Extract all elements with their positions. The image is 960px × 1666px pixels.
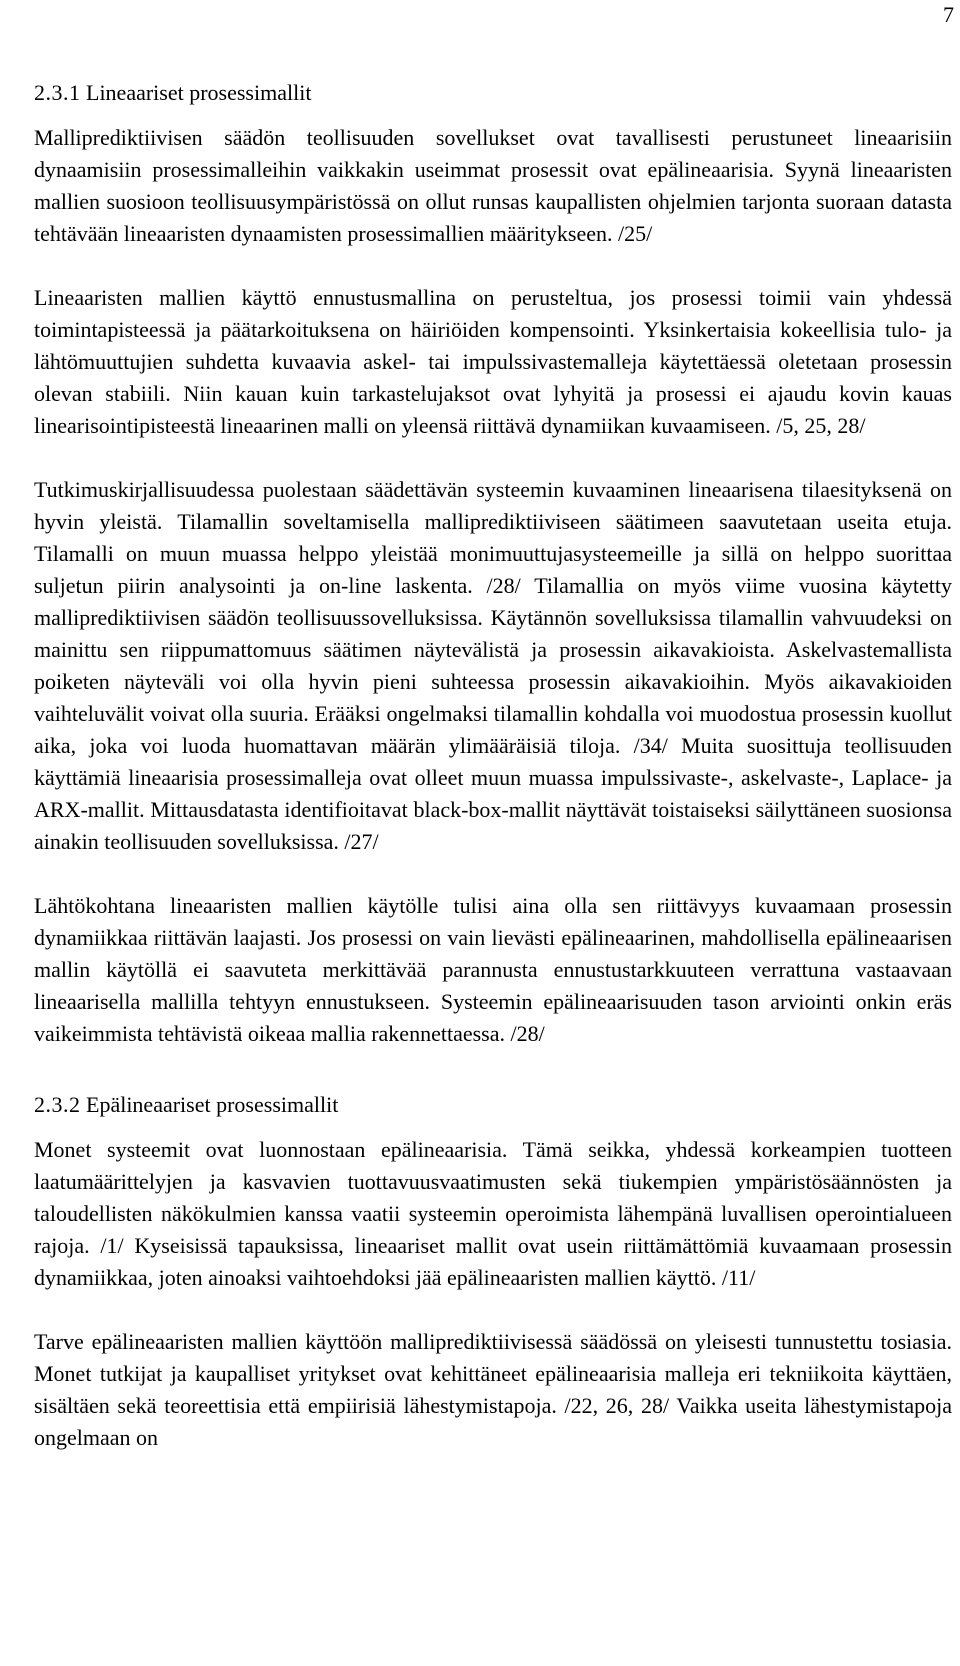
paragraph: Lineaaristen mallien käyttö ennustusmallina on perusteltua, jos prosessi toimii vain yhdessä toimintapisteessä ja päätarkoituksena on häiriöiden kompensointi. Yksinkertaisia kokeellisia tulo- ja lähtömuuttujien suhdetta kuvaavia askel- tai impulssivastemalleja käytettäessä oletetaan prosessin olevan stabiili. Niin kauan kuin tarkastelujaksot ovat lyhyitä ja prosessi ei ajaudu kovin kauas linearisointipisteestä lineaarinen malli on yleensä riittävä dynamiikan kuvaamiseen. /5, 25, 28/	[34, 285, 952, 438]
paragraph: Tutkimuskirjallisuudessa puolestaan säädettävän systeemin kuvaaminen lineaarisena tilaesityksenä on hyvin yleistä. Tilamallin soveltamisella malliprediktiiviseen säätimeen saavutetaan useita etuja. Tilamalli on muun muassa helppo yleistää monimuuttujasysteemeille ja sillä on helppo suorittaa suljetun piirin analysointi ja on-line laskenta. /28/ Tilamallia on myös viime vuosina käytetty malliprediktiivisen säädön teollisuussovelluksissa. Käytännön sovelluksissa tilamallin vahvuudeksi on mainittu sen riippumattomuus säätimen näytevälistä ja prosessin aikavakioista. Askelvastemallista poiketen näyteväli voi olla hyvin pieni suhteessa prosessin aikavakioihin. Myös aikavakioiden vaihteluvälit voivat olla suuria. Erääksi ongelmaksi tilamallin kohdalla voi muodostua prosessin kuollut aika, joka voi luoda huomattavan määrän ylimääräisiä tiloja. /34/ Muita suosittuja teollisuuden käyttämiä lineaarisia prosessimalleja ovat olleet muun muassa impulssivaste-, askelvaste-, Laplace- ja ARX-mallit. Mittausdatasta identifioitavat black-box-mallit näyttävät toistaiseksi säilyttäneen suosionsa ainakin teollisuuden sovelluksissa. /27/	[34, 477, 952, 854]
section-heading-nonlinear-models	[34, 1091, 952, 1119]
section-title: Epälineaariset prosessimallit	[86, 1092, 339, 1117]
paragraph: Malliprediktiivisen säädön teollisuuden sovellukset ovat tavallisesti perustuneet lineaarisiin dynaamisiin prosessimalleihin vaikkakin useimmat prosessit ovat epälineaarisia. Syynä lineaaristen mallien suosioon teollisuusympäristössä on ollut runsas kaupallisten ohjelmien tarjonta suoraan datasta tehtävään lineaaristen dynaamisten prosessimallien määritykseen. /25/	[34, 125, 952, 246]
section-number: 2.3.1	[34, 80, 81, 105]
section-number: 2.3.2	[34, 1092, 81, 1117]
page-body	[34, 79, 952, 1454]
paragraph: Tarve epälineaaristen mallien käyttöön malliprediktiivisessä säädössä on yleisesti tunnustettu tosiasia. Monet tutkijat ja kaupalliset yritykset ovat kehittäneet epälineaarisia malleja eri tekniikoita käyttäen, sisältäen sekä teoreettisia että empiirisiä lähestymistapoja. /22, 26, 28/ Vaikka useita lähestymistapoja ongelmaan on	[34, 1329, 952, 1450]
page-number: 7	[943, 2, 954, 27]
section-title: Lineaariset prosessimallit	[86, 80, 312, 105]
section-heading-linear-models	[34, 79, 952, 107]
paragraph: Monet systeemit ovat luonnostaan epälineaarisia. Tämä seikka, yhdessä korkeampien tuotteen laatumäärittelyjen ja kasvavien tuottavuusvaatimusten sekä tiukempien ympäristösäännösten ja taloudellisten näkökulmien kanssa vaatii systeemin operoimista lähempänä luvallisen operointialueen rajoja. /1/ Kyseisissä tapauksissa, lineaariset mallit ovat usein riittämättömiä kuvaamaan prosessin dynamiikkaa, joten ainoaksi vaihtoehdoksi jää epälineaaristen mallien käyttö. /11/	[34, 1137, 952, 1290]
paragraph: Lähtökohtana lineaaristen mallien käytölle tulisi aina olla sen riittävyys kuvaamaan prosessin dynamiikkaa riittävän laajasti. Jos prosessi on vain lievästi epälineaarinen, mahdollisella epälineaarisen mallin käytöllä ei saavuteta merkittävää parannusta ennustustarkkuuteen verrattuna vastaavaan lineaarisella mallilla tehtyyn ennustukseen. Systeemin epälineaarisuuden tason arviointi onkin eräs vaikeimmista tehtävistä oikeaa mallia rakennettaessa. /28/	[34, 893, 952, 1046]
